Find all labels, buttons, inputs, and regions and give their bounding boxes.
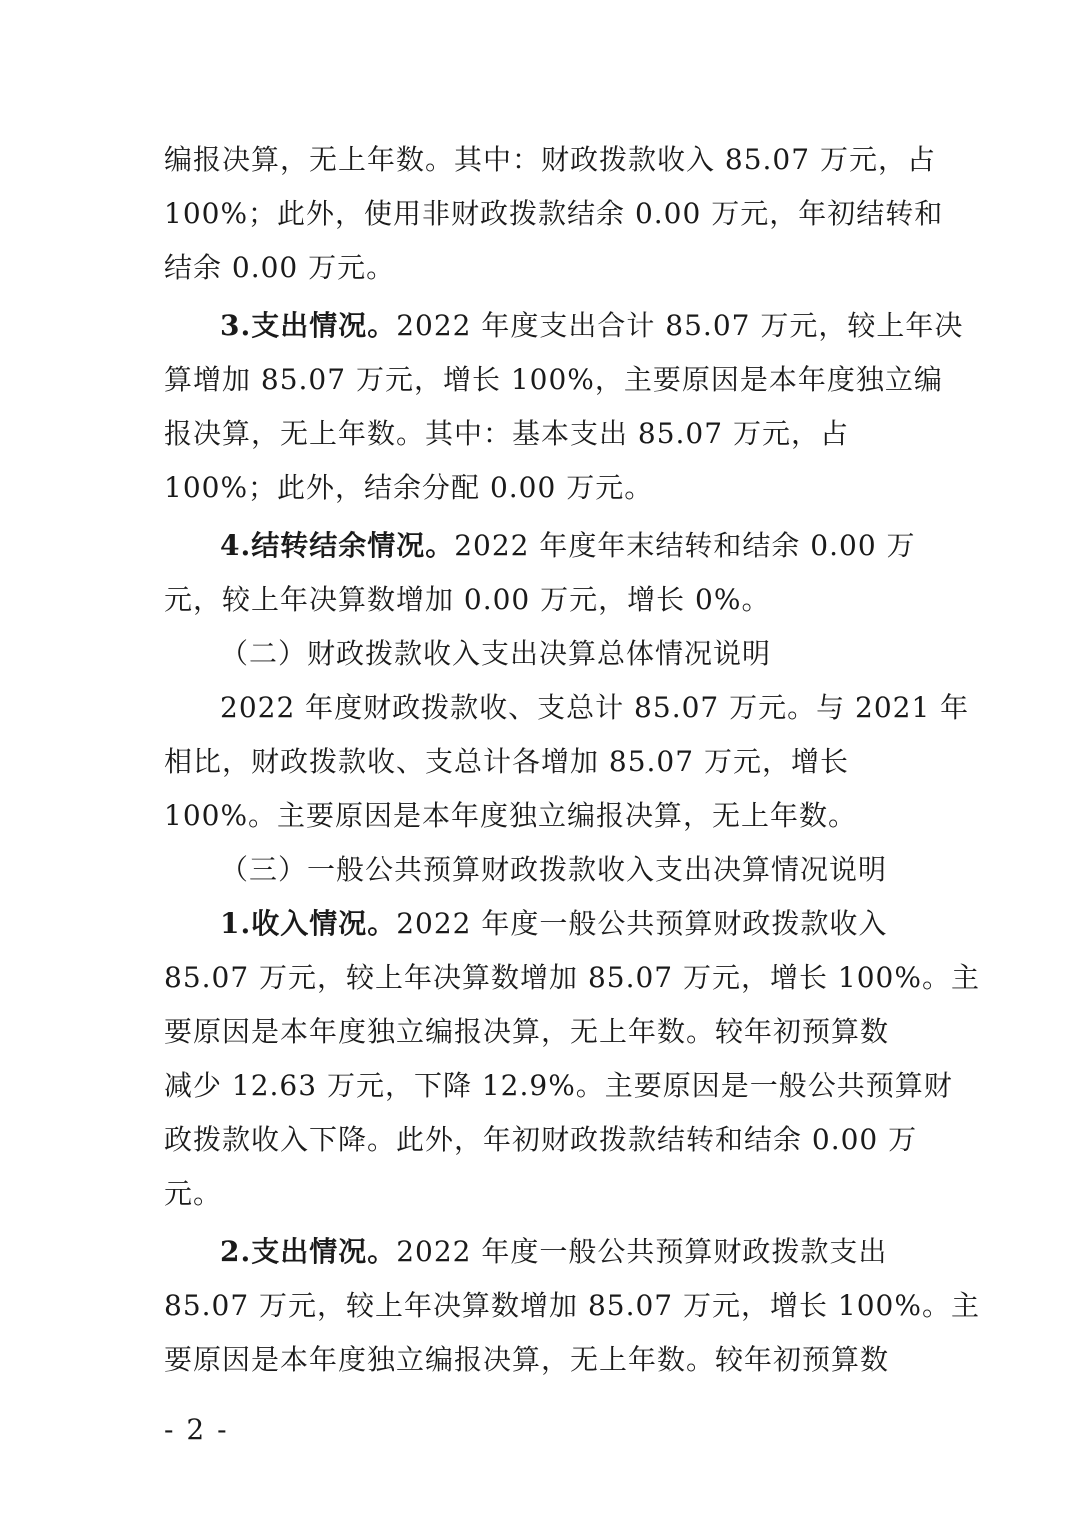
section-heading: 3.支出情况。 (220, 309, 397, 342)
text-line: 100%。主要原因是本年度独立编报决算，无上年数。 (164, 799, 858, 832)
text-line: 结余 0.00 万元。 (164, 251, 396, 284)
text-line: 编报决算，无上年数。其中：财政拨款收入 85.07 万元，占 (164, 143, 936, 176)
text-line: 要原因是本年度独立编报决算，无上年数。较年初预算数 (164, 1343, 890, 1376)
subsection-heading-3: （三）一般公共预算财政拨款收入支出决算情况说明 (220, 853, 888, 886)
section-heading: 4.结转结余情况。 (220, 529, 455, 562)
section-heading: 1.收入情况。 (220, 907, 397, 940)
text-line: 要原因是本年度独立编报决算，无上年数。较年初预算数 (164, 1015, 890, 1048)
text-line: 2022 年度财政拨款收、支总计 85.07 万元。与 2021 年 (220, 691, 970, 724)
section-paragraph-income: 1.收入情况。2022 年度一般公共预算财政拨款收入 (220, 907, 888, 940)
text-line: 85.07 万元，较上年决算数增加 85.07 万元，增长 100%。主 (164, 961, 980, 994)
section-paragraph-spending: 2.支出情况。2022 年度一般公共预算财政拨款支出 (220, 1235, 888, 1268)
text-line: 元。 (164, 1177, 223, 1210)
text-line: 算增加 85.07 万元，增长 100%，主要原因是本年度独立编 (164, 363, 943, 396)
text-line: 100%；此外，结余分配 0.00 万元。 (164, 471, 654, 504)
text-line: 政拨款收入下降。此外，年初财政拨款结转和结余 0.00 万 (164, 1123, 918, 1156)
text-line: 报决算，无上年数。其中：基本支出 85.07 万元，占 (164, 417, 849, 450)
text-line: 减少 12.63 万元，下降 12.9%。主要原因是一般公共预算财 (164, 1069, 953, 1102)
text-line: 85.07 万元，较上年决算数增加 85.07 万元，增长 100%。主 (164, 1289, 980, 1322)
text-line: 元，较上年决算数增加 0.00 万元，增长 0%。 (164, 583, 771, 616)
subsection-heading-2: （二）财政拨款收入支出决算总体情况说明 (220, 637, 772, 670)
section-heading: 2.支出情况。 (220, 1235, 397, 1268)
section-paragraph-carryover: 4.结转结余情况。2022 年度年末结转和结余 0.00 万 (220, 529, 916, 562)
page-number: - 2 - (164, 1413, 229, 1446)
section-paragraph-expenditure: 3.支出情况。2022 年度支出合计 85.07 万元，较上年决 (220, 309, 964, 342)
text-line: 相比，财政拨款收、支总计各增加 85.07 万元，增长 (164, 745, 849, 778)
text-line: 100%；此外，使用非财政拨款结余 0.00 万元，年初结转和 (164, 197, 944, 230)
